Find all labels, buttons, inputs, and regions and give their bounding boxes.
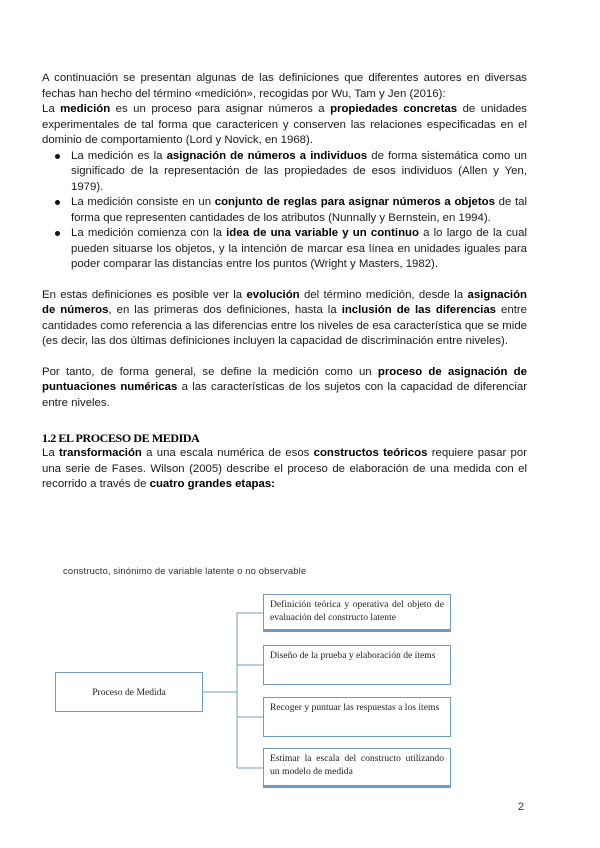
stage-box-definition: Definición teórica y operativa del objeto de evaluación del constructo latente [263, 594, 451, 632]
stage-box-estimate: Estimar la escala del constructo utilizando un modelo de medida [263, 748, 451, 788]
definitions-list [42, 149, 527, 273]
measurement-definition: La medición es un proceso para asignar números a propiedades concretas de unidades experimentales de tal forma que caractericen y conserven las relaciones especificadas en el dominio de comportamiento (Lord y Novick, en 1968). [42, 103, 527, 146]
conclusion-paragraph: Por tanto, de forma general, se define la medición como un proceso de asignación de puntuaciones numéricas a las características de los sujetos con la capacidad de diferenciar entre niveles. [42, 365, 527, 409]
section-paragraph: La transformación a una escala numérica de esos constructos teóricos requiere pasar por una serie de Fases. Wilson (2005) describe el proceso de elaboración de una medida con el recorrido a través de cuatro grandes etapas: [42, 447, 527, 490]
diagram-caption: constructo, sinónimo de variable latente o no observable [63, 566, 307, 577]
evolution-paragraph: En estas definiciones es posible ver la evolución del término medición, desde la asignación de números, en las primeras dos definiciones, hasta la inclusión de las diferencias entre cantidades como referencia a las diferencias entre los niveles de esa característica que se mide (es decir, las dos últimas definiciones incluyen la capacidad de discriminación entre niveles). [42, 288, 527, 347]
section-heading: 1.2 EL PROCESO DE MEDIDA [42, 431, 200, 445]
document-body [42, 71, 527, 493]
list-item: La medición es la asignación de números a individuos de forma sistemática como un significado de la representación de las propiedades de esos individuos (Allen y Yen, 1979). [42, 149, 527, 196]
stage-box-design: Diseño de la prueba y elaboración de ítems [263, 645, 451, 685]
list-item: La medición consiste en un conjunto de reglas para asignar números a objetos de tal forma que representen cantidades de los atributos (Nunnally y Bernstein, en 1994). [42, 195, 527, 226]
intro-paragraph: A continuación se presentan algunas de las definiciones que diferentes autores en diversas fechas han hecho del término «medición», recogidas por Wu, Tam y Jen (2016): [42, 72, 527, 100]
stage-box-collect: Recoger y puntuar las respuestas a los ítems [263, 697, 451, 737]
list-item: La medición comienza con la idea de una variable y un continuo a lo largo de la cual pueden situarse los objetos, y la intención de marcar esa línea en unidades iguales para poder comparar las distancias entre los puntos (Wright y Masters, 1982). [42, 226, 527, 273]
process-main-box: Proceso de Medida [55, 672, 203, 712]
page-number: 2 [518, 801, 525, 813]
